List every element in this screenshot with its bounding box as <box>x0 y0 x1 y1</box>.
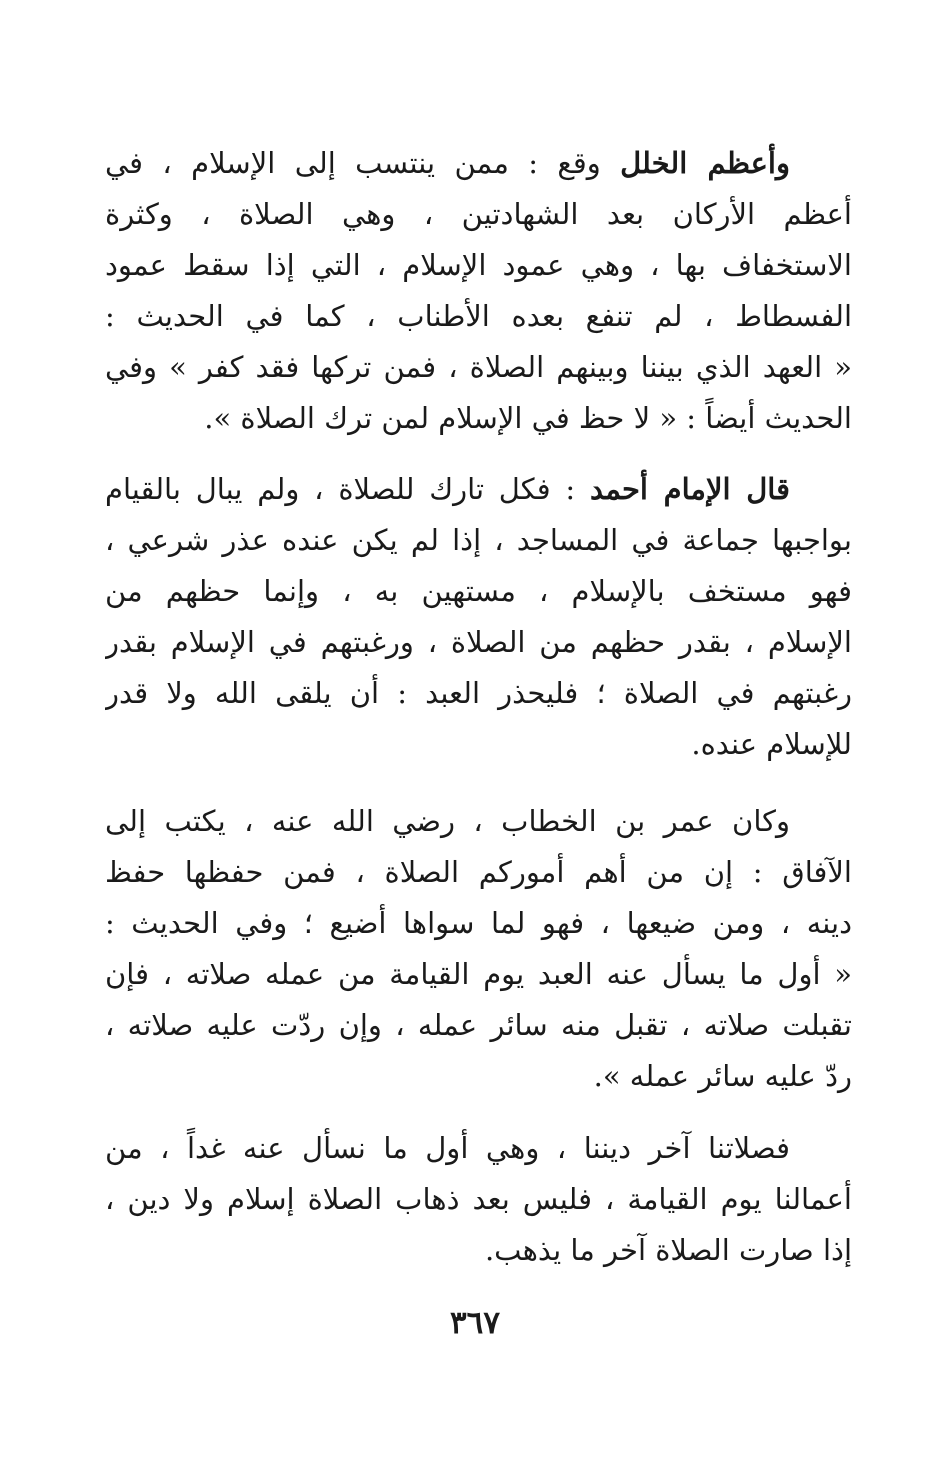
paragraph-line: الحديث أيضاً : « لا حظ في الإسلام لمن ترك الصلاة ». <box>204 401 852 435</box>
paragraph-2 <box>105 464 852 770</box>
paragraph-line: أعظم الأركان بعد الشهادتين ، وهي الصلاة ، وكثرة <box>105 197 852 231</box>
bold-lead-phrase: وأعظم الخلل <box>620 146 790 180</box>
paragraph-line: إذا صارت الصلاة آخر ما يذهب. <box>484 1233 852 1267</box>
paragraph-1 <box>105 138 852 444</box>
paragraph-line: الفسطاط ، لم تنفع بعده الأطناب ، كما في الحديث : <box>105 299 852 333</box>
paragraph-line: تقبلت صلاته ، تقبل منه سائر عمله ، وإن ردّت عليه صلاته ، <box>105 1008 852 1042</box>
paragraph-line: الاستخفاف بها ، وهي عمود الإسلام ، التي إذا سقط عمود <box>105 248 852 282</box>
paragraph-line: الإسلام ، بقدر حظهم من الصلاة ، ورغبتهم في الإسلام بقدر <box>105 625 852 659</box>
bold-lead-phrase: قال الإمام أحمد <box>590 472 790 506</box>
line-text: : فكل تارك للصلاة ، ولم يبال بالقيام <box>105 472 576 506</box>
paragraph-3 <box>105 796 852 1102</box>
line-text: وقع : ممن ينتسب إلى الإسلام ، في <box>105 146 601 180</box>
paragraph-4 <box>105 1123 852 1276</box>
paragraph-line: « أول ما يسأل عنه العبد يوم القيامة من عمله صلاته ، فإن <box>105 957 852 991</box>
paragraph-line: بواجبها جماعة في المساجد ، إذا لم يكن عنده عذر شرعي ، <box>105 523 852 557</box>
paragraph-line: دينه ، ومن ضيعها ، فهو لما سواها أضيع ؛ وفي الحديث : <box>105 906 852 940</box>
paragraph-line: « العهد الذي بيننا وبينهم الصلاة ، فمن تركها فقد كفر » وفي <box>105 350 852 384</box>
paragraph-line <box>105 138 852 189</box>
paragraph-line <box>105 464 852 515</box>
paragraph-line: ردّ عليه سائر عمله ». <box>593 1059 852 1093</box>
page-number: ٣٦٧ <box>450 1305 500 1341</box>
paragraph-line: فصلاتنا آخر ديننا ، وهي أول ما نسأل عنه غداً ، من <box>105 1131 790 1165</box>
paragraph-line: رغبتهم في الصلاة ؛ فليحذر العبد : أن يلقى الله ولا قدر <box>105 676 852 710</box>
paragraph-line: أعمالنا يوم القيامة ، فليس بعد ذهاب الصلاة إسلام ولا دين ، <box>105 1182 852 1216</box>
paragraph-line: للإسلام عنده. <box>691 727 852 761</box>
paragraph-line: وكان عمر بن الخطاب ، رضي الله عنه ، يكتب إلى <box>105 804 790 838</box>
paragraph-line: الآفاق : إن من أهم أموركم الصلاة ، فمن حفظها حفظ <box>105 855 852 889</box>
paragraph-line: فهو مستخف بالإسلام ، مستهين به ، وإنما حظهم من <box>105 574 852 608</box>
